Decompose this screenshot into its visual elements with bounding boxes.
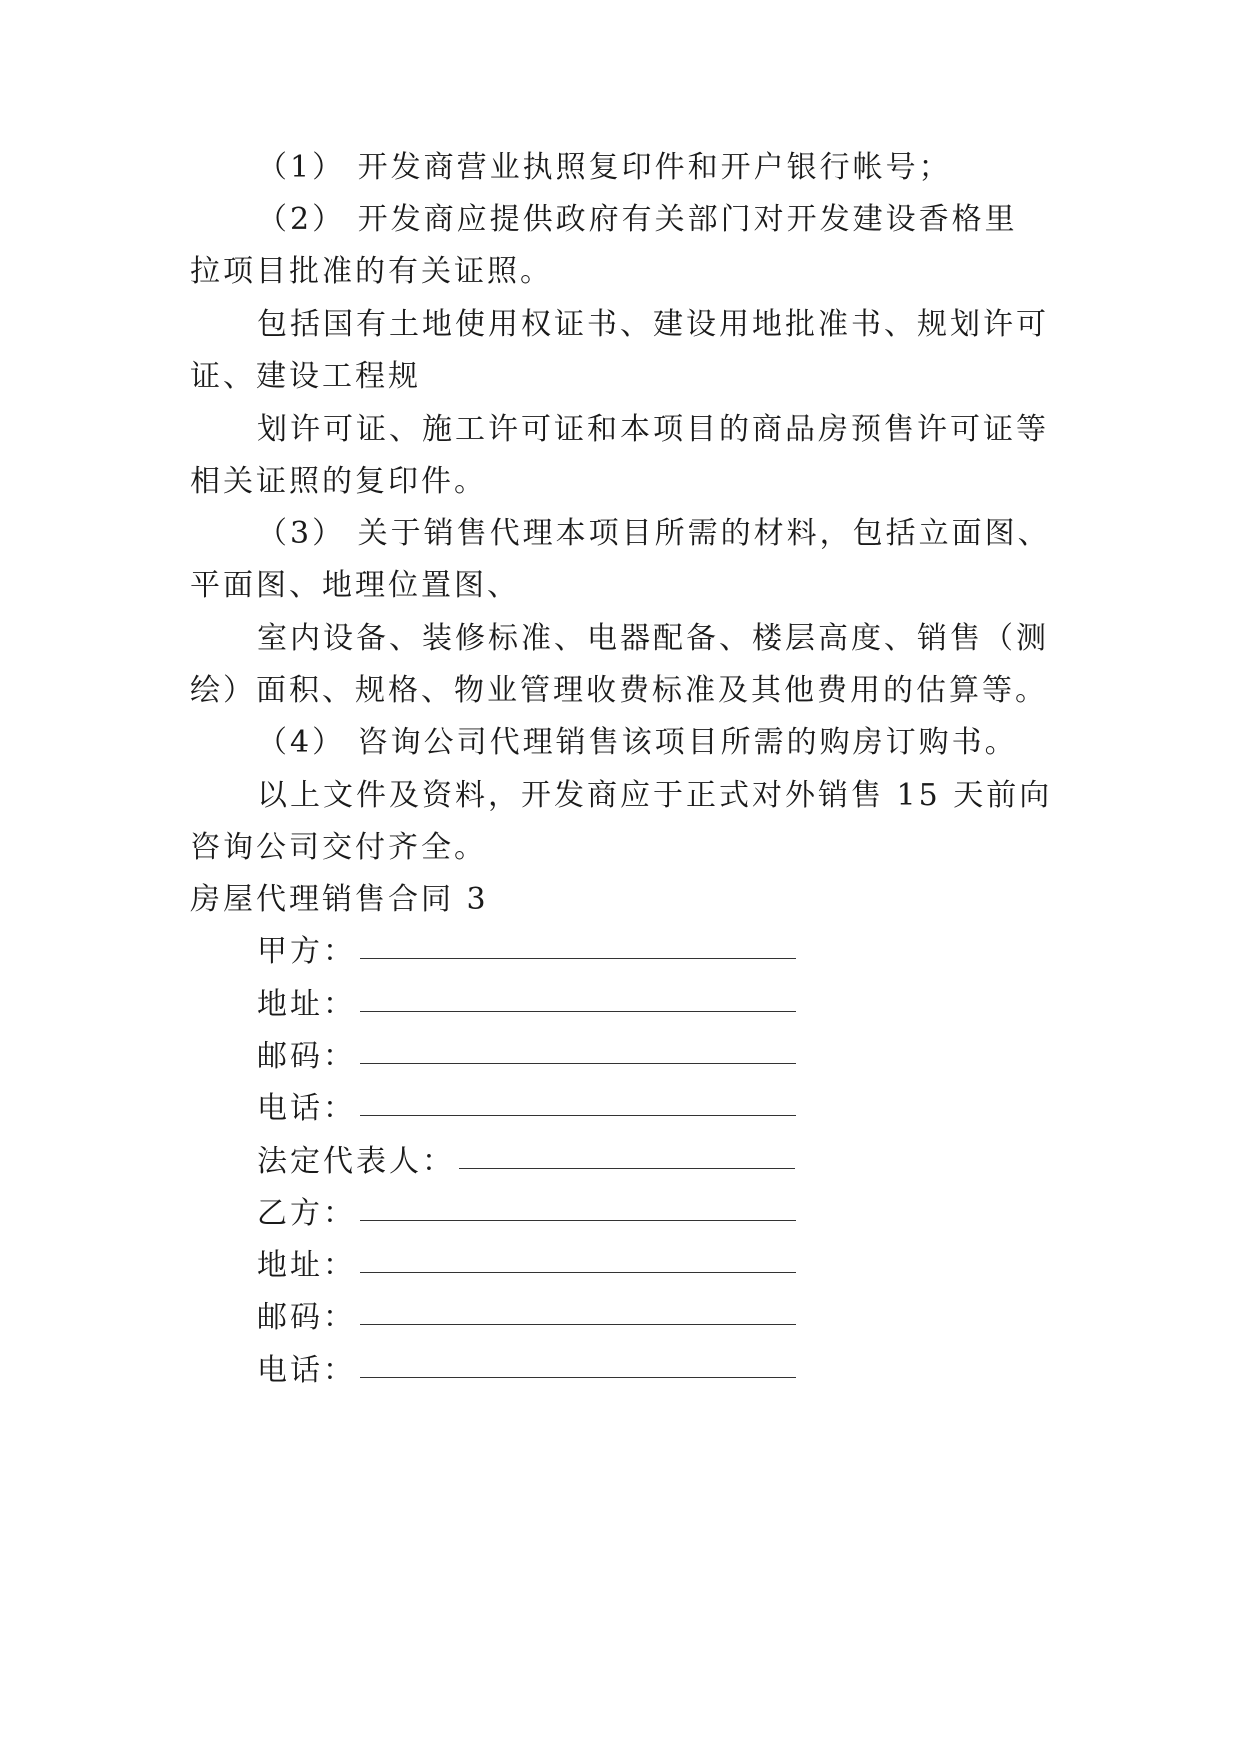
paragraph-item-4: （4） 咨询公司代理销售该项目所需的购房订购书。: [257, 725, 1018, 760]
paragraph-item-3-cont-1: 平面图、地理位置图、: [190, 568, 520, 603]
party-b-label: 乙方：: [257, 1196, 356, 1231]
party-a-blank[interactable]: [360, 957, 796, 959]
party-b-postcode-label: 邮码：: [257, 1300, 356, 1335]
paragraph-item-3-cont-2: 室内设备、装修标准、电器配备、楼层高度、销售（测: [257, 621, 1049, 656]
party-a-phone-blank[interactable]: [360, 1114, 796, 1116]
party-b-address-field: [257, 1246, 796, 1286]
party-a-postcode-blank[interactable]: [360, 1062, 796, 1064]
party-a-address-blank[interactable]: [360, 1010, 796, 1012]
paragraph-item-3-cont-3: 绘）面积、规格、物业管理收费标准及其他费用的估算等。: [190, 673, 1048, 708]
paragraph-certificates-cont-1: 证、建设工程规: [190, 359, 421, 394]
party-a-address-field: [257, 985, 796, 1025]
paragraph-delivery: 以上文件及资料，开发商应于正式对外销售 15 天前向: [257, 778, 1053, 813]
party-b-address-blank[interactable]: [360, 1271, 796, 1273]
paragraph-item-3: （3） 关于销售代理本项目所需的材料，包括立面图、: [257, 516, 1051, 551]
party-b-phone-label: 电话：: [257, 1353, 356, 1388]
legal-rep-label: 法定代表人：: [257, 1144, 455, 1179]
paragraph-item-2-cont: 拉项目批准的有关证照。: [190, 254, 553, 289]
party-b-address-label: 地址：: [257, 1248, 356, 1283]
legal-rep-field: [257, 1142, 795, 1182]
paragraph-certificates: 包括国有土地使用权证书、建设用地批准书、规划许可: [257, 307, 1049, 342]
party-b-blank[interactable]: [360, 1219, 796, 1221]
party-b-postcode-blank[interactable]: [360, 1323, 796, 1325]
party-a-postcode-label: 邮码：: [257, 1039, 356, 1074]
party-a-field: [257, 932, 796, 972]
party-a-address-label: 地址：: [257, 987, 356, 1022]
party-a-label: 甲方：: [257, 934, 356, 969]
party-a-phone-label: 电话：: [257, 1091, 356, 1126]
legal-rep-blank[interactable]: [459, 1167, 795, 1169]
paragraph-item-2: （2） 开发商应提供政府有关部门对开发建设香格里: [257, 202, 1018, 237]
party-b-field: [257, 1194, 796, 1234]
party-b-phone-field: [257, 1351, 796, 1391]
paragraph-item-1: （1） 开发商营业执照复印件和开户银行帐号；: [257, 150, 952, 185]
contract-title: 房屋代理销售合同 3: [190, 882, 489, 917]
party-a-postcode-field: [257, 1037, 796, 1077]
paragraph-delivery-cont: 咨询公司交付齐全。: [190, 830, 487, 865]
paragraph-certificates-cont-3: 相关证照的复印件。: [190, 464, 487, 499]
party-b-postcode-field: [257, 1298, 796, 1338]
party-a-phone-field: [257, 1089, 796, 1129]
party-b-phone-blank[interactable]: [360, 1376, 796, 1378]
paragraph-certificates-cont-2: 划许可证、施工许可证和本项目的商品房预售许可证等: [257, 412, 1049, 447]
